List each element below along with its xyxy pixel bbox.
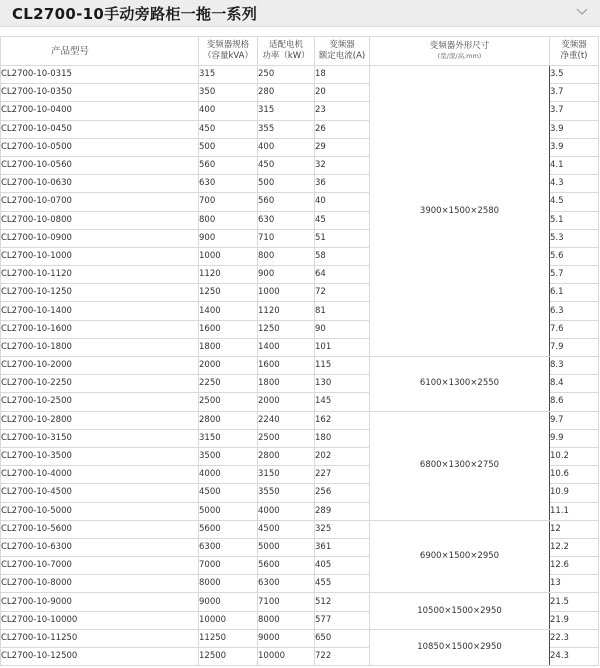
cell-current: 101	[315, 338, 370, 356]
cell-power: 315	[258, 102, 315, 120]
cell-capacity: 630	[199, 175, 258, 193]
cell-weight: 9.7	[550, 411, 599, 429]
cell-model: CL2700-10-1600	[1, 320, 199, 338]
table-body	[1, 66, 599, 666]
cell-model: CL2700-10-2000	[1, 357, 199, 375]
spec-table	[0, 36, 599, 666]
cell-capacity: 400	[199, 102, 258, 120]
cell-model: CL2700-10-0900	[1, 229, 199, 247]
cell-weight: 5.3	[550, 229, 599, 247]
cell-capacity: 11250	[199, 629, 258, 647]
cell-model: CL2700-10-11250	[1, 629, 199, 647]
cell-current: 20	[315, 84, 370, 102]
cell-model: CL2700-10-7000	[1, 557, 199, 575]
cell-current: 455	[315, 575, 370, 593]
table-header-row	[1, 37, 599, 66]
cell-model: CL2700-10-9000	[1, 593, 199, 611]
cell-weight: 3.7	[550, 84, 599, 102]
cell-power: 400	[258, 138, 315, 156]
cell-capacity: 800	[199, 211, 258, 229]
cell-power: 4500	[258, 520, 315, 538]
header-weight: 变频器 净重(t)	[550, 37, 599, 66]
cell-power: 900	[258, 266, 315, 284]
cell-model: CL2700-10-1000	[1, 247, 199, 265]
cell-model: CL2700-10-5000	[1, 502, 199, 520]
cell-capacity: 10000	[199, 611, 258, 629]
cell-capacity: 2250	[199, 375, 258, 393]
cell-power: 1120	[258, 302, 315, 320]
cell-weight: 13	[550, 575, 599, 593]
cell-weight: 6.1	[550, 284, 599, 302]
cell-power: 1000	[258, 284, 315, 302]
cell-model: CL2700-10-1120	[1, 266, 199, 284]
cell-current: 23	[315, 102, 370, 120]
chevron-down-icon[interactable]	[576, 5, 588, 17]
cell-capacity: 500	[199, 138, 258, 156]
table-row	[1, 593, 599, 611]
cell-model: CL2700-10-0400	[1, 102, 199, 120]
header-power: 适配电机 功率（kW）	[258, 37, 315, 66]
cell-current: 130	[315, 375, 370, 393]
cell-capacity: 12500	[199, 648, 258, 666]
cell-capacity: 450	[199, 120, 258, 138]
cell-model: CL2700-10-1400	[1, 302, 199, 320]
cell-power: 2240	[258, 411, 315, 429]
cell-capacity: 315	[199, 66, 258, 84]
cell-weight: 8.4	[550, 375, 599, 393]
cell-dimensions: 6800×1300×2750	[370, 411, 550, 520]
cell-model: CL2700-10-0315	[1, 66, 199, 84]
cell-current: 26	[315, 120, 370, 138]
cell-power: 250	[258, 66, 315, 84]
cell-weight: 3.9	[550, 120, 599, 138]
cell-dimensions: 10500×1500×2950	[370, 593, 550, 629]
cell-weight: 7.6	[550, 320, 599, 338]
cell-capacity: 900	[199, 229, 258, 247]
cell-capacity: 1000	[199, 247, 258, 265]
page-title: CL2700-10手动旁路柜一拖一系列	[12, 5, 258, 23]
cell-model: CL2700-10-0630	[1, 175, 199, 193]
cell-model: CL2700-10-5600	[1, 520, 199, 538]
table-row	[1, 411, 599, 429]
cell-capacity: 1600	[199, 320, 258, 338]
cell-power: 9000	[258, 629, 315, 647]
cell-current: 145	[315, 393, 370, 411]
cell-power: 10000	[258, 648, 315, 666]
cell-model: CL2700-10-8000	[1, 575, 199, 593]
cell-capacity: 4000	[199, 466, 258, 484]
cell-capacity: 2500	[199, 393, 258, 411]
cell-current: 577	[315, 611, 370, 629]
cell-weight: 4.1	[550, 156, 599, 174]
cell-weight: 10.6	[550, 466, 599, 484]
cell-power: 355	[258, 120, 315, 138]
cell-power: 4000	[258, 502, 315, 520]
cell-power: 7100	[258, 593, 315, 611]
header-capacity: 变频器规格 （容量kVA）	[199, 37, 258, 66]
cell-weight: 22.3	[550, 629, 599, 647]
cell-weight: 12.2	[550, 538, 599, 556]
cell-current: 32	[315, 156, 370, 174]
cell-capacity: 8000	[199, 575, 258, 593]
cell-dimensions: 3900×1500×2580	[370, 66, 550, 357]
cell-power: 710	[258, 229, 315, 247]
cell-weight: 10.9	[550, 484, 599, 502]
cell-capacity: 7000	[199, 557, 258, 575]
cell-power: 5000	[258, 538, 315, 556]
cell-capacity: 4500	[199, 484, 258, 502]
cell-current: 36	[315, 175, 370, 193]
cell-capacity: 700	[199, 193, 258, 211]
cell-capacity: 3150	[199, 429, 258, 447]
cell-weight: 24.3	[550, 648, 599, 666]
cell-weight: 12.6	[550, 557, 599, 575]
cell-power: 5600	[258, 557, 315, 575]
cell-weight: 4.5	[550, 193, 599, 211]
cell-dimensions: 6100×1300×2550	[370, 357, 550, 412]
cell-model: CL2700-10-6300	[1, 538, 199, 556]
cell-weight: 6.3	[550, 302, 599, 320]
cell-weight: 5.7	[550, 266, 599, 284]
cell-weight: 4.3	[550, 175, 599, 193]
cell-current: 325	[315, 520, 370, 538]
cell-model: CL2700-10-0800	[1, 211, 199, 229]
cell-capacity: 1800	[199, 338, 258, 356]
cell-weight: 3.7	[550, 102, 599, 120]
table-row	[1, 520, 599, 538]
cell-weight: 7.9	[550, 338, 599, 356]
cell-current: 40	[315, 193, 370, 211]
cell-current: 650	[315, 629, 370, 647]
cell-model: CL2700-10-0500	[1, 138, 199, 156]
cell-weight: 12	[550, 520, 599, 538]
cell-capacity: 3500	[199, 447, 258, 465]
cell-capacity: 1120	[199, 266, 258, 284]
cell-model: CL2700-10-4500	[1, 484, 199, 502]
cell-current: 512	[315, 593, 370, 611]
cell-capacity: 9000	[199, 593, 258, 611]
cell-current: 72	[315, 284, 370, 302]
cell-model: CL2700-10-0700	[1, 193, 199, 211]
cell-power: 1800	[258, 375, 315, 393]
cell-model: CL2700-10-0450	[1, 120, 199, 138]
table-row	[1, 629, 599, 647]
cell-weight: 3.5	[550, 66, 599, 84]
cell-weight: 10.2	[550, 447, 599, 465]
cell-model: CL2700-10-10000	[1, 611, 199, 629]
cell-power: 3150	[258, 466, 315, 484]
cell-current: 361	[315, 538, 370, 556]
cell-weight: 3.9	[550, 138, 599, 156]
cell-power: 2000	[258, 393, 315, 411]
cell-dimensions: 10850×1500×2950	[370, 629, 550, 665]
cell-capacity: 5000	[199, 502, 258, 520]
cell-capacity: 5600	[199, 520, 258, 538]
cell-model: CL2700-10-12500	[1, 648, 199, 666]
cell-power: 8000	[258, 611, 315, 629]
cell-model: CL2700-10-2800	[1, 411, 199, 429]
cell-weight: 21.5	[550, 593, 599, 611]
cell-current: 51	[315, 229, 370, 247]
cell-current: 202	[315, 447, 370, 465]
cell-capacity: 2800	[199, 411, 258, 429]
cell-model: CL2700-10-1250	[1, 284, 199, 302]
cell-current: 64	[315, 266, 370, 284]
cell-current: 256	[315, 484, 370, 502]
cell-power: 2800	[258, 447, 315, 465]
cell-power: 450	[258, 156, 315, 174]
cell-current: 58	[315, 247, 370, 265]
cell-model: CL2700-10-0350	[1, 84, 199, 102]
cell-current: 180	[315, 429, 370, 447]
cell-weight: 21.9	[550, 611, 599, 629]
cell-capacity: 2000	[199, 357, 258, 375]
cell-current: 115	[315, 357, 370, 375]
cell-current: 722	[315, 648, 370, 666]
cell-dimensions: 6900×1500×2950	[370, 520, 550, 593]
cell-model: CL2700-10-4000	[1, 466, 199, 484]
title-bar	[0, 0, 600, 27]
cell-current: 18	[315, 66, 370, 84]
cell-model: CL2700-10-3150	[1, 429, 199, 447]
cell-power: 1400	[258, 338, 315, 356]
table-row	[1, 66, 599, 84]
cell-power: 280	[258, 84, 315, 102]
cell-weight: 9.9	[550, 429, 599, 447]
cell-power: 1250	[258, 320, 315, 338]
cell-current: 81	[315, 302, 370, 320]
header-dimensions: 变频器外形尺寸 (宽/深/高,mm)	[370, 37, 550, 66]
cell-current: 405	[315, 557, 370, 575]
cell-model: CL2700-10-3500	[1, 447, 199, 465]
header-model: 产品型号	[1, 37, 199, 66]
cell-power: 6300	[258, 575, 315, 593]
cell-model: CL2700-10-2500	[1, 393, 199, 411]
cell-current: 289	[315, 502, 370, 520]
cell-power: 630	[258, 211, 315, 229]
header-current: 变频器 额定电流(A)	[315, 37, 370, 66]
cell-weight: 11.1	[550, 502, 599, 520]
cell-weight: 8.3	[550, 357, 599, 375]
cell-current: 162	[315, 411, 370, 429]
cell-power: 2500	[258, 429, 315, 447]
cell-current: 227	[315, 466, 370, 484]
cell-model: CL2700-10-1800	[1, 338, 199, 356]
cell-weight: 8.6	[550, 393, 599, 411]
cell-power: 500	[258, 175, 315, 193]
cell-current: 29	[315, 138, 370, 156]
cell-power: 800	[258, 247, 315, 265]
table-row	[1, 357, 599, 375]
cell-weight: 5.1	[550, 211, 599, 229]
cell-capacity: 1400	[199, 302, 258, 320]
cell-power: 1600	[258, 357, 315, 375]
cell-model: CL2700-10-0560	[1, 156, 199, 174]
cell-power: 560	[258, 193, 315, 211]
cell-power: 3550	[258, 484, 315, 502]
cell-weight: 5.6	[550, 247, 599, 265]
cell-capacity: 350	[199, 84, 258, 102]
cell-capacity: 6300	[199, 538, 258, 556]
cell-current: 45	[315, 211, 370, 229]
cell-model: CL2700-10-2250	[1, 375, 199, 393]
cell-capacity: 560	[199, 156, 258, 174]
cell-current: 90	[315, 320, 370, 338]
cell-capacity: 1250	[199, 284, 258, 302]
